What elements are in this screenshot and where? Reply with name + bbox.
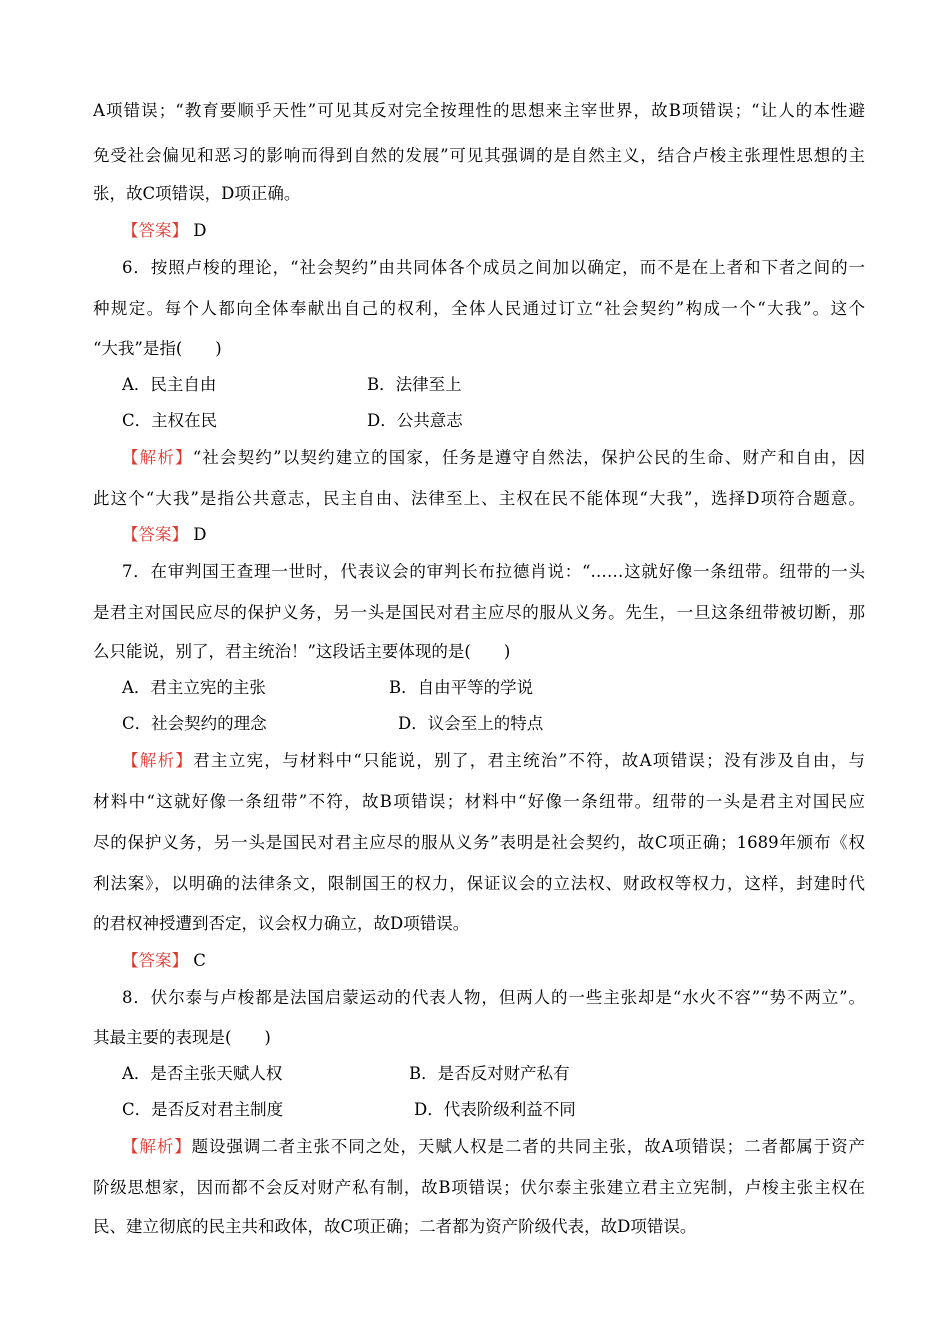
q6-analysis-line-2: 此这个“大我”是指公共意志，民主自由、法律至上、主权在民不能体现“大我”，选择D项符合题意。	[93, 489, 865, 508]
q8-option-c: C．是否反对君主制度	[122, 1100, 284, 1119]
answer-value: D	[193, 221, 207, 240]
q6-stem-line-3: “大我”是指( )	[93, 339, 222, 358]
answer-label: 【答案】	[122, 951, 188, 970]
analysis-text: 君主立宪，与材料中“只能说，别了，君主统治”不符，故A项错误；没有涉及自由，与	[193, 751, 865, 770]
q7-stem-line-2: 是君主对国民应尽的保护义务，另一头是国民对君主应尽的服从义务。先生，一旦这条纽带被切断，那	[93, 603, 865, 622]
answer-value: C	[193, 951, 206, 970]
q5-answer	[122, 220, 950, 242]
q7-analysis-line-3: 尽的保护义务，另一头是国民对君主应尽的服从义务”表明是社会契约，故C项正确；1689年颁布《权	[93, 833, 865, 852]
analysis-label: 【解析】	[122, 751, 194, 770]
q8-analysis-line-3: 民、建立彻底的民主共和政体，故C项正确；二者都为资产阶级代表，故D项错误。	[93, 1217, 697, 1236]
q6-answer	[122, 524, 950, 546]
q7-option-b: B．自由平等的学说	[389, 678, 534, 697]
answer-value: D	[193, 525, 207, 544]
q6-option-b: B．法律至上	[367, 375, 462, 394]
q7-analysis-line-1	[122, 750, 865, 772]
q8-option-d: D．代表阶级利益不同	[414, 1100, 576, 1119]
q6-option-c: C．主权在民	[122, 411, 218, 430]
analysis-text: “社会契约”以契约建立的国家，任务是遵守自然法，保护公民的生命、财产和自由，因	[192, 448, 866, 467]
q5-analysis-line-2: 免受社会偏见和恶习的影响而得到自然的发展”可见其强调的是自然主义，结合卢梭主张理性思想的主	[93, 146, 865, 165]
q7-analysis-line-4: 利法案》，以明确的法律条文，限制国王的权力，保证议会的立法权、财政权等权力，这样，封建时代	[93, 874, 865, 893]
q8-stem-line-2: 其最主要的表现是( )	[93, 1028, 271, 1047]
q7-answer	[122, 950, 950, 972]
analysis-text: 题设强调二者主张不同之处，天赋人权是二者的共同主张，故A项错误；二者都属于资产	[191, 1137, 866, 1156]
q8-analysis-line-2: 阶级思想家，因而都不会反对财产私有制，故B项错误；伏尔泰主张建立君主立宪制，卢梭主张主权在	[93, 1178, 865, 1197]
q6-analysis-line-1	[122, 447, 865, 469]
q6-stem-line-2: 种规定。每个人都向全体奉献出自己的权利，全体人民通过订立“社会契约”构成一个“大我”。这个	[93, 299, 865, 318]
answer-label: 【答案】	[122, 525, 188, 544]
q6-option-d: D．公共意志	[367, 411, 463, 430]
q7-analysis-line-2: 材料中“这就好像一条纽带”不符，故B项错误；材料中“好像一条纽带。纽带的一头是君主对国民应	[93, 792, 865, 811]
q8-stem-line-1: 8．伏尔泰与卢梭都是法国启蒙运动的代表人物，但两人的一些主张却是“水火不容”“势不两立”。	[122, 988, 865, 1007]
q7-option-a: A．君主立宪的主张	[122, 678, 266, 697]
q8-option-a: A．是否主张天赋人权	[122, 1064, 283, 1083]
q8-analysis-line-1	[122, 1136, 865, 1158]
q5-analysis-line-1: A项错误；“教育要顺乎天性”可见其反对完全按理性的思想来主宰世界，故B项错误；“让人的本性避	[93, 101, 865, 120]
q8-option-b: B．是否反对财产私有	[409, 1064, 570, 1083]
q7-option-c: C．社会契约的理念	[122, 714, 267, 733]
q7-option-d: D．议会至上的特点	[398, 714, 544, 733]
analysis-label: 【解析】	[122, 1137, 192, 1156]
q7-analysis-line-5: 的君权神授遭到否定，议会权力确立，故D项错误。	[93, 914, 470, 933]
analysis-label: 【解析】	[122, 448, 193, 467]
q7-stem-line-3: 么只能说，别了，君主统治！”这段话主要体现的是( )	[93, 642, 511, 661]
q5-analysis-line-3: 张，故C项错误，D项正确。	[93, 184, 301, 203]
q6-stem-line-1: 6．按照卢梭的理论，“社会契约”由共同体各个成员之间加以确定，而不是在上者和下者之间的一	[122, 258, 865, 277]
q6-option-a: A．民主自由	[122, 375, 217, 394]
answer-label: 【答案】	[122, 221, 188, 240]
q7-stem-line-1: 7．在审判国王查理一世时，代表议会的审判长布拉德肖说：“……这就好像一条纽带。纽带的一头	[122, 562, 865, 581]
